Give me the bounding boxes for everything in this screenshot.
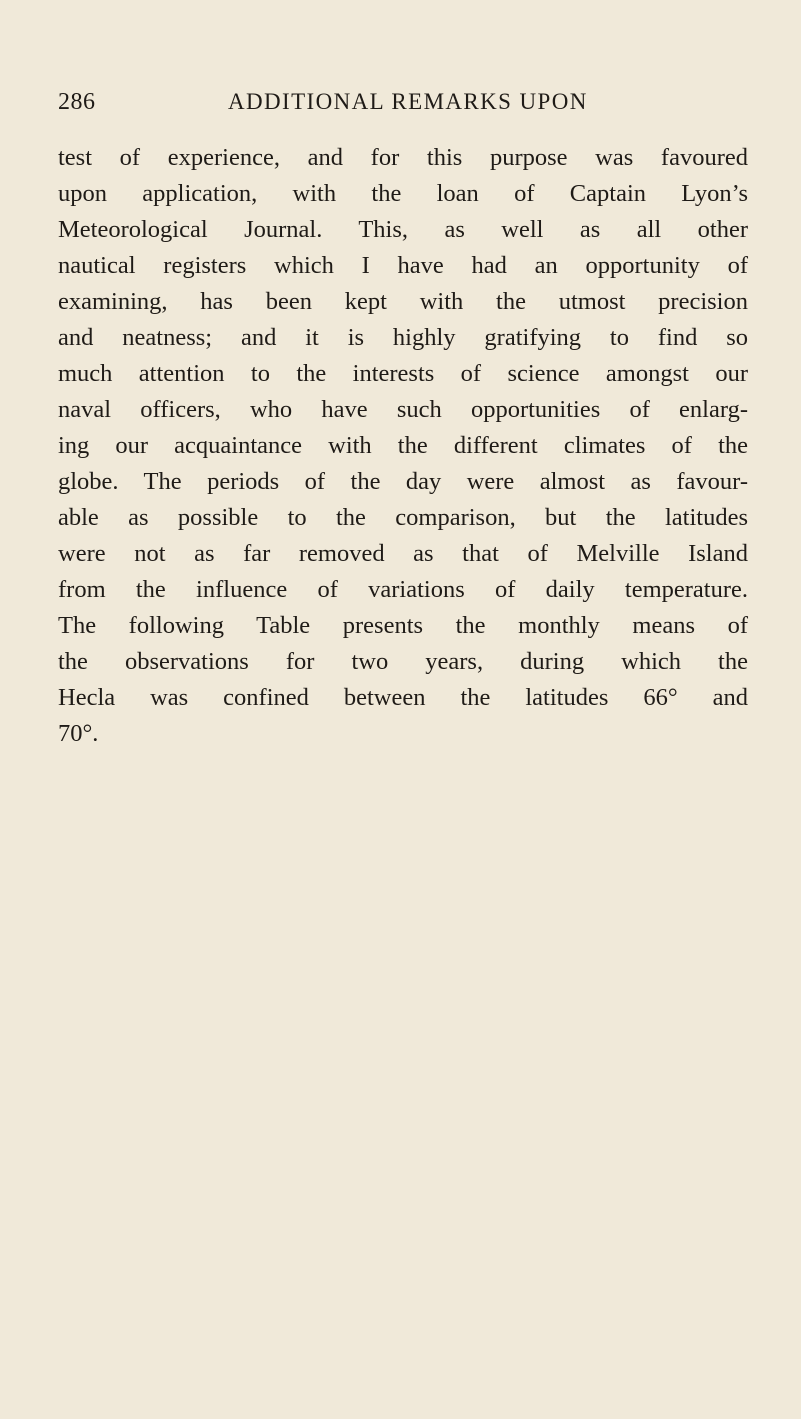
page-number: 286: [58, 89, 96, 115]
text-line: the observations for two years, during which the: [58, 648, 748, 675]
text-line: nautical registers which I have had an opportunity of: [58, 252, 748, 279]
text-line: naval officers, who have such opportunities of enlarg-: [58, 396, 748, 423]
body-paragraph: [58, 140, 748, 752]
text-line: ing our acquaintance with the different climates of the: [58, 432, 748, 459]
text-line: Meteorological Journal. This, as well as all other: [58, 216, 748, 243]
text-line: from the influence of variations of daily temperature.: [58, 576, 748, 603]
text-line: were not as far removed as that of Melville Island: [58, 540, 748, 567]
text-line: The following Table presents the monthly means of: [58, 612, 748, 639]
text-line: upon application, with the loan of Captain Lyon’s: [58, 180, 748, 207]
text-line: much attention to the interests of science amongst our: [58, 360, 748, 387]
text-line: examining, has been kept with the utmost precision: [58, 288, 748, 315]
text-line: Hecla was confined between the latitudes 66° and: [58, 684, 748, 711]
text-line: test of experience, and for this purpose was favoured: [58, 144, 748, 171]
text-line: able as possible to the comparison, but the latitudes: [58, 504, 748, 531]
text-line: and neatness; and it is highly gratifying to find so: [58, 324, 748, 351]
text-line: 70°.: [58, 720, 99, 747]
running-head: [58, 84, 748, 120]
running-title: ADDITIONAL REMARKS UPON: [228, 89, 588, 114]
text-line: globe. The periods of the day were almost as favour-: [58, 468, 748, 495]
